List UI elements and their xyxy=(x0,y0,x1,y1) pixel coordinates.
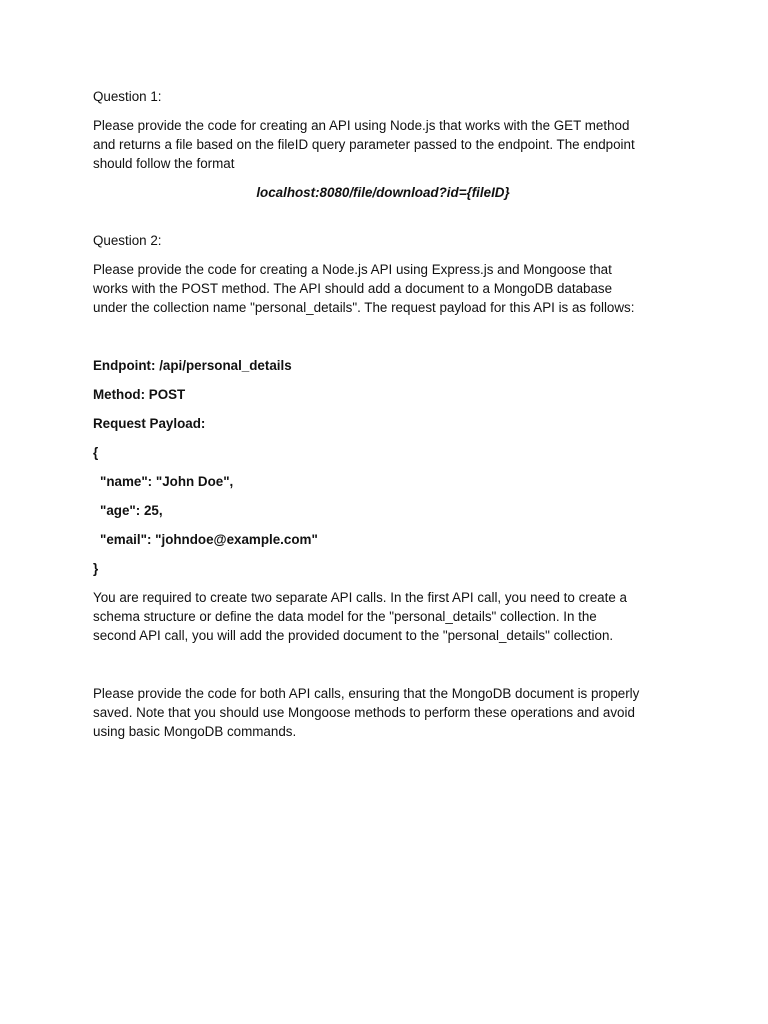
question-1-line: Please provide the code for creating an API using Node.js that works with the GET method xyxy=(93,118,630,133)
question-2-intro-line: works with the POST method. The API should add a document to a MongoDB database xyxy=(93,281,613,297)
request-payload-label: Request Payload: xyxy=(93,416,206,431)
question-1-line: should follow the format xyxy=(93,156,235,172)
question-1-heading: Question 1: xyxy=(93,89,162,104)
requirement-line: schema structure or define the data model for the "personal_details" collection. In the xyxy=(93,609,597,625)
payload-age-field: "age": 25, xyxy=(100,503,163,518)
question-2-intro xyxy=(93,260,693,318)
requirement-text xyxy=(93,588,693,646)
question-1-text xyxy=(93,116,693,174)
endpoint-label: Endpoint: /api/personal_details xyxy=(93,358,292,373)
closing-line: Please provide the code for both API calls, ensuring that the MongoDB document is properly xyxy=(93,686,640,701)
question-2-intro-line: under the collection name "personal_details". The request payload for this API is as follows: xyxy=(93,300,635,316)
closing-text xyxy=(93,684,693,742)
payload-close-brace: } xyxy=(93,561,99,576)
payload-name-field: "name": "John Doe", xyxy=(100,474,234,489)
question-1-line: and returns a file based on the fileID query parameter passed to the endpoint. The endpoint xyxy=(93,137,635,153)
endpoint-format: localhost:8080/file/download?id={fileID} xyxy=(256,185,510,200)
closing-line: using basic MongoDB commands. xyxy=(93,724,297,740)
requirement-line: second API call, you will add the provided document to the "personal_details" collection. xyxy=(93,628,614,644)
method-label: Method: POST xyxy=(93,387,186,402)
payload-open-brace: { xyxy=(93,445,99,460)
payload-email-field: "email": "johndoe@example.com" xyxy=(100,532,318,547)
question-2-intro-line: Please provide the code for creating a Node.js API using Express.js and Mongoose that xyxy=(93,262,612,277)
requirement-line: You are required to create two separate API calls. In the first API call, you need to create a xyxy=(93,590,627,605)
question-2-heading: Question 2: xyxy=(93,233,162,248)
closing-line: saved. Note that you should use Mongoose methods to perform these operations and avoid xyxy=(93,705,635,721)
